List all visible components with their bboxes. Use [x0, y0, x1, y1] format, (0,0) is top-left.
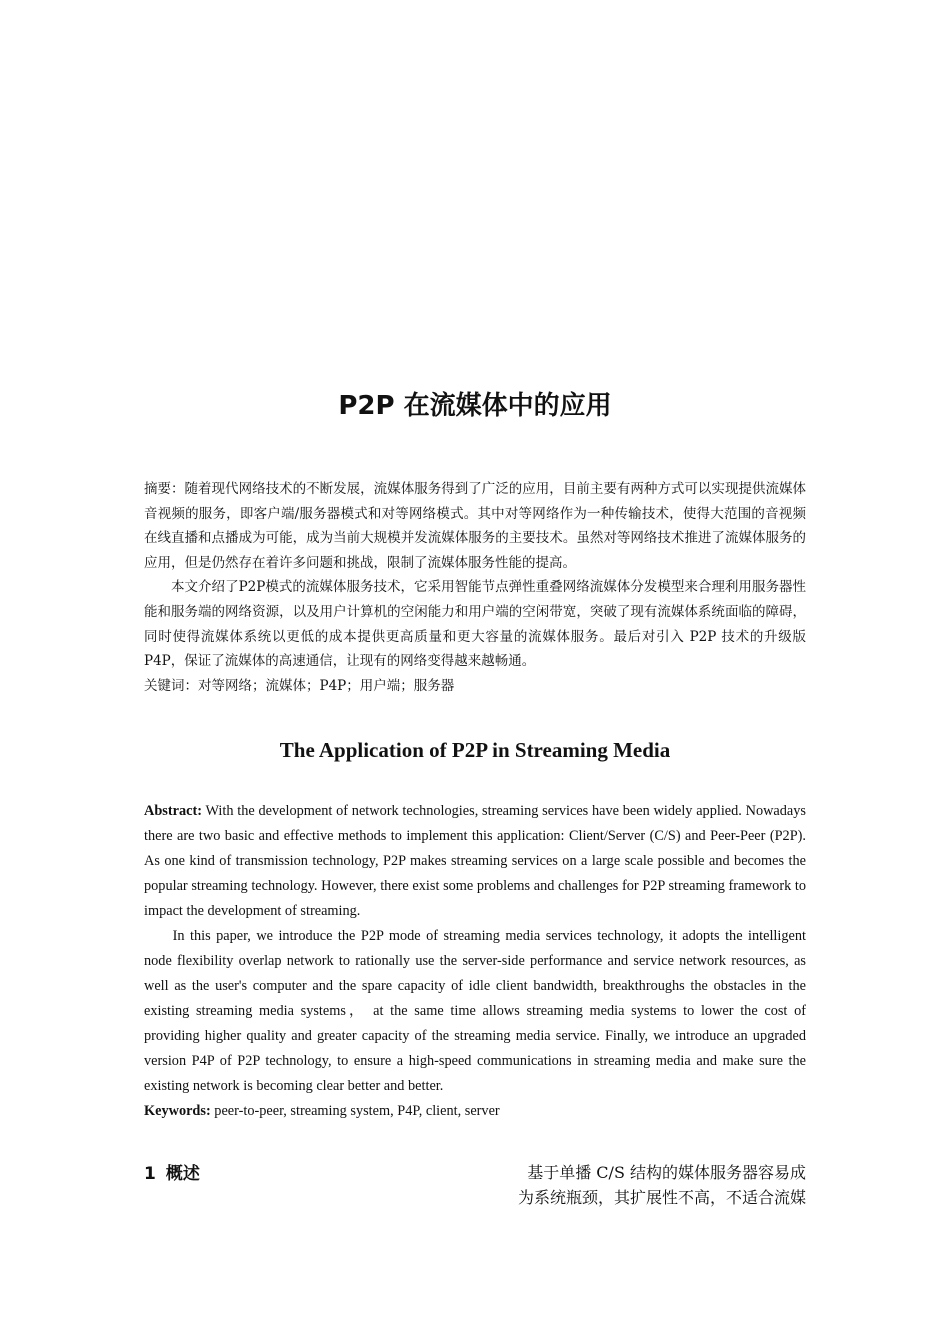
chinese-abstract-text-1: 随着现代网络技术的不断发展，流媒体服务得到了广泛的应用，目前主要有两种方式可以实现提供流媒体音视频的服务，即客户端/服务器模式和对等网络模式。其中对等网络作为一种传输技术，使得大范围的音视频在线直播和点播成为可能，成为当前大规模并发流媒体服务的主要技术。虽然对等网络技术推进了流媒体服务的应用，但是仍然存在着许多问题和挑战，限制了流媒体服务性能的提高。	[144, 481, 806, 571]
english-abstract	[144, 799, 806, 1124]
chinese-keywords-label: 关键词：	[144, 677, 198, 694]
section-body-column	[490, 1160, 806, 1210]
section-title: 概述	[165, 1164, 200, 1184]
english-abstract-label: Abstract:	[144, 803, 202, 819]
chinese-abstract-paragraph-2: 本文介绍了P2P模式的流媒体服务技术，它采用智能节点弹性重叠网络流媒体分发模型来合理利用服务器性能和服务端的网络资源，以及用户计算机的空闲能力和用户端的空闲带宽，突破了现有流媒体系统面临的障碍，同时使得流媒体系统以更低的成本提供更高质量和更大容量的流媒体服务。最后对引入 P2P 技术的升级版P4P，保证了流媒体的高速通信，让现有的网络变得越来越畅通。	[144, 579, 806, 670]
english-abstract-paragraph-2: In this paper, we introduce the P2P mode of streaming media services technology, it adopts the intelligent node flexibility overlap network to rationally use the server-side performance and service network resources, as well as the user's computer and the spare capacity of idle client bandwidth, breakthroughs the obstacles in the existing streaming media systems， at the same time allows streaming media systems to lower the cost of providing higher quality and greater capacity of the streaming media service. Finally, we introduce an upgraded version P4P of P2P technology, to ensure a high-speed communications in streaming media and make sure the existing network is becoming clear better and better.	[144, 928, 806, 1094]
chinese-keywords-text: 对等网络；流媒体；P4P；用户端；服务器	[198, 677, 455, 694]
section-body-line-2: 为系统瓶颈，其扩展性不高，不适合流媒	[517, 1188, 806, 1207]
english-keywords	[144, 1099, 806, 1124]
chinese-keywords	[144, 674, 806, 699]
english-keywords-label: Keywords:	[144, 1103, 211, 1119]
chinese-abstract	[144, 477, 806, 698]
english-abstract-text-1: With the development of network technologies, streaming services have been widely applied. Nowadays there are two basic and effective methods to implement this application: Client/Server (C/S) and Peer-Peer (P2P). As one kind of transmission technology, P2P makes streaming services on a large scale possible and becomes the popular streaming technology. However, there exist some problems and challenges for P2P streaming framework to impact the development of streaming.	[144, 803, 806, 919]
chinese-title: P2P 在流媒体中的应用	[338, 391, 612, 421]
english-abstract-paragraph-1	[144, 799, 806, 924]
section-body-line-1: 基于单播 C/S 结构的媒体服务器容易成	[527, 1163, 806, 1182]
chinese-abstract-label: 摘要：	[144, 481, 185, 497]
section-number: 1	[144, 1164, 156, 1184]
english-keywords-text: peer-to-peer, streaming system, P4P, client, server	[210, 1103, 500, 1119]
chinese-abstract-paragraph-1	[144, 477, 806, 575]
section-heading	[144, 1160, 200, 1188]
english-title: The Application of P2P in Streaming Media	[279, 738, 671, 762]
